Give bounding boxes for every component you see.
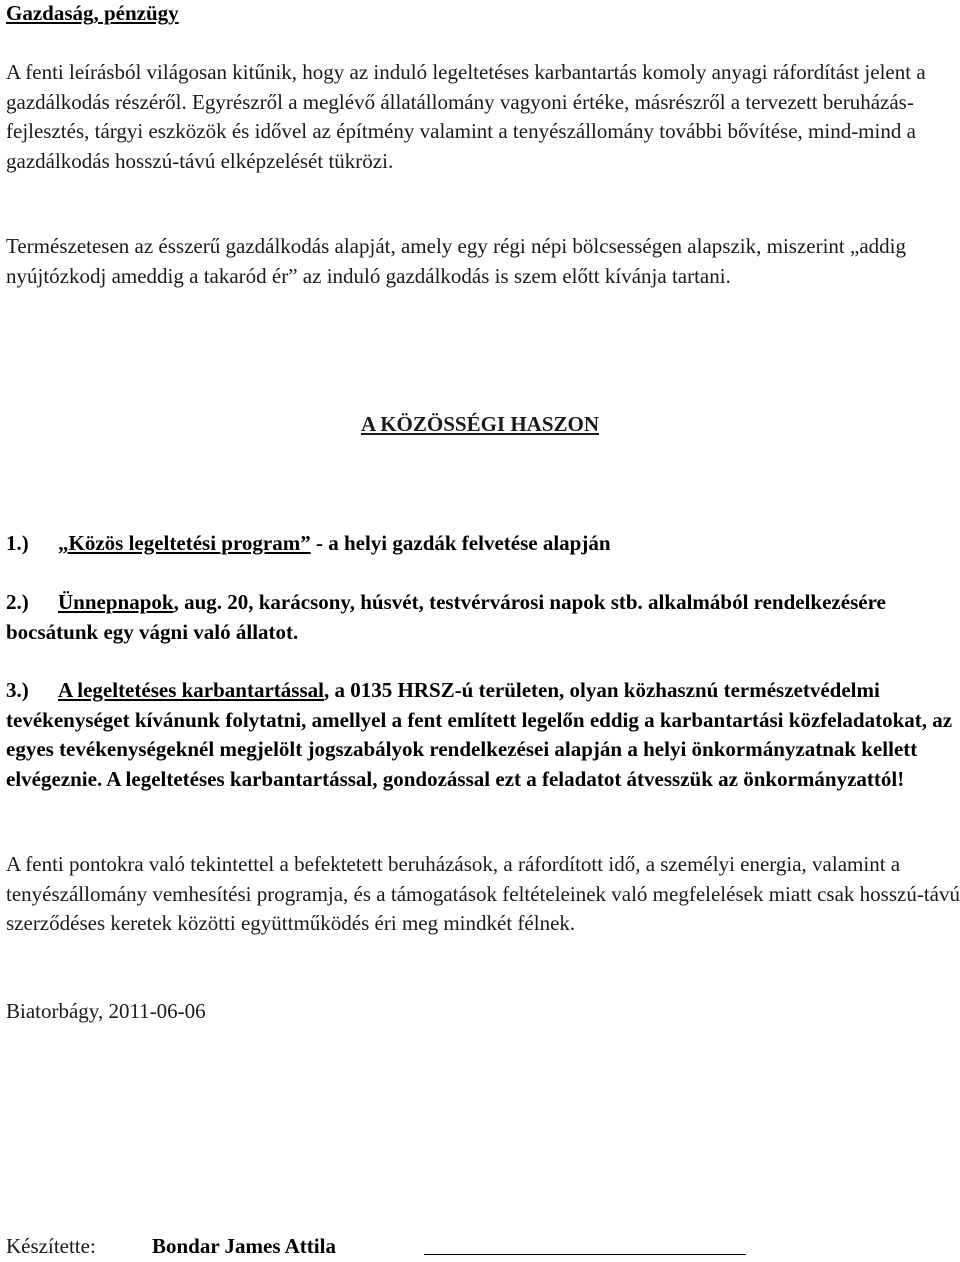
item-text: , a 0135 HRSZ-ú területen, olyan közhasznú természetvédelmi tevékenységet kívánunk folytatni, amellyel a fent említett legelőn eddig a karbantartási közfeladatokat, az egyes tevékenységeknél megjelölt jogszabályok rendelkezései alapján a helyi önkormányzatnak kellett elvégeznie. A legeltetéses karbantartással, gondozással ezt a feladatot átvesszük az önkormányzattól! <box>6 678 953 791</box>
signature-line <box>424 1254 746 1255</box>
author-row <box>6 1232 960 1262</box>
item-title: „Közös legeltetési program” <box>58 531 311 555</box>
list-item <box>6 676 960 794</box>
community-benefit-heading: A KÖZÖSSÉGI HASZON <box>360 412 600 436</box>
item-title: A legeltetéses karbantartással <box>58 678 324 702</box>
section-heading: Gazdaság, pénzügy <box>6 1 179 25</box>
item-number: 2.) <box>6 590 29 614</box>
author-label: Készítette: <box>6 1234 96 1258</box>
item-number: 1.) <box>6 531 29 555</box>
item-text: - a helyi gazdák felvetése alapján <box>310 531 611 555</box>
author-name: Bondar James Attila <box>152 1234 336 1258</box>
place-and-date: Biatorbágy, 2011-06-06 <box>6 999 206 1023</box>
item-number: 3.) <box>6 678 29 702</box>
paragraph-long-term-cooperation: A fenti pontokra való tekintettel a befektetett beruházások, a ráfordított idő, a személyi energia, valamint a tenyészállomány vemhesítési programja, és a támogatások feltételeinek való megfelelések miatt csak hosszú-távú szerződéses keretek közötti együttműködés éri meg mindkét félnek. <box>6 852 960 935</box>
list-item <box>6 529 960 559</box>
paragraph-rational-management: Természetesen az ésszerű gazdálkodás alapját, amely egy régi népi bölcsességen alapszik, miszerint „addig nyújtózkodj ameddig a takaród ér” az induló gazdálkodás is szem előtt kívánja tartani. <box>6 234 906 288</box>
item-text: , aug. 20, karácsony, húsvét, testvérvárosi napok stb. alkalmából rendelkezésére bocsátunk egy vágni való állatot. <box>6 590 886 644</box>
paragraph-finances: A fenti leírásból világosan kitűnik, hogy az induló legeltetéses karbantartás komoly anyagi ráfordítást jelent a gazdálkodás részéről. Egyrészről a meglévő állatállomány vagyoni értéke, másrészről a tervezett beruházás-fejlesztés, tárgyi eszközök és idővel az építmény valamint a tenyészállomány további bővítése, mind-mind a gazdálkodás hosszú-távú elképzelését tükrözi. <box>6 60 926 173</box>
list-item <box>6 588 960 647</box>
item-title: Ünnepnapok <box>58 590 174 614</box>
